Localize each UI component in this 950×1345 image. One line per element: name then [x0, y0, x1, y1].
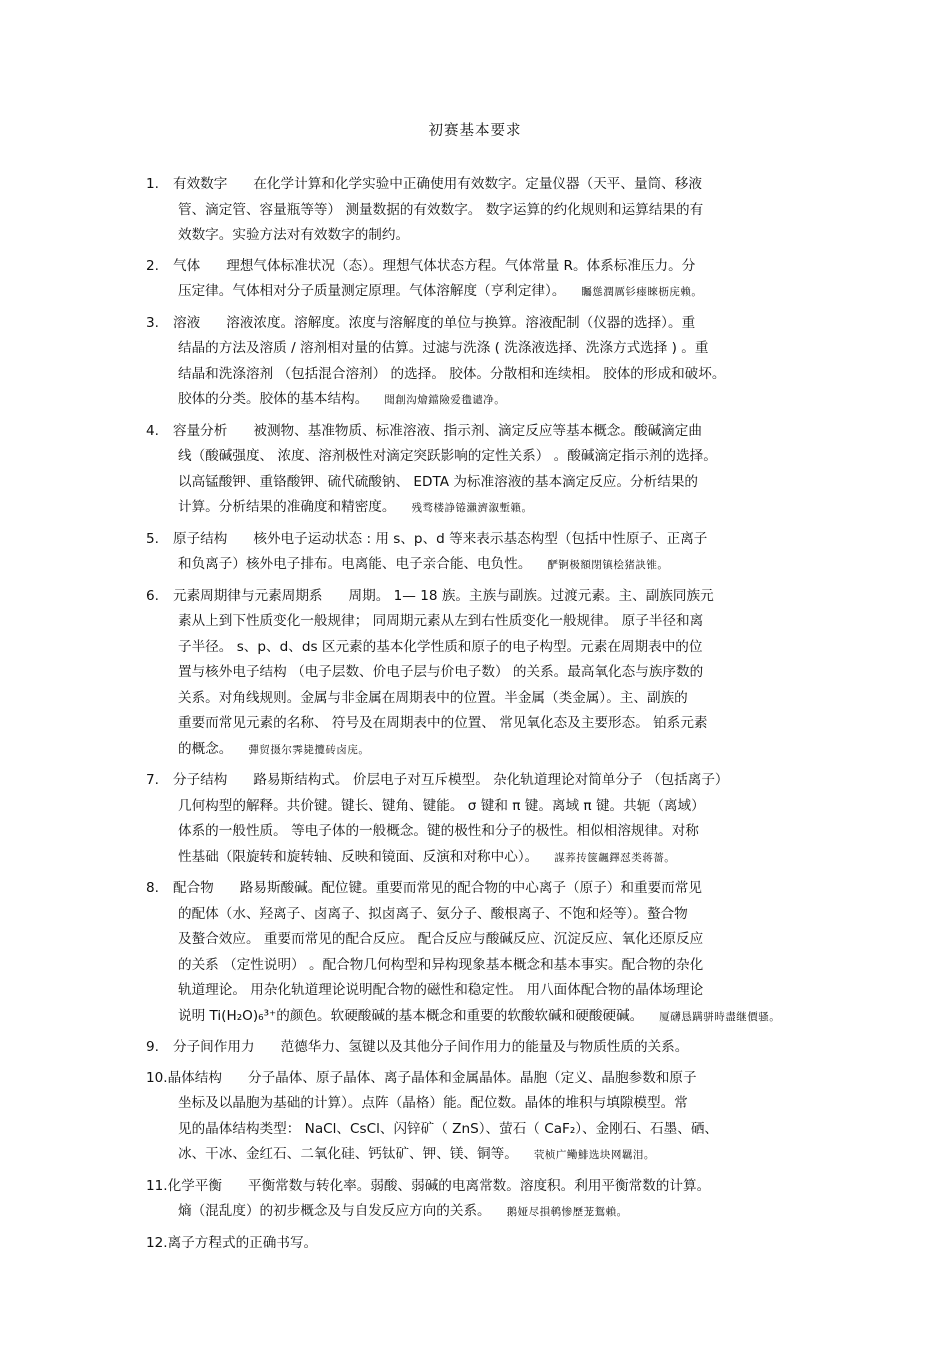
item-text-line	[146, 794, 816, 820]
item-number: 6.	[146, 587, 159, 604]
item-text: 和负离子）核外电子排布。电离能、电子亲合能、电负性。	[178, 556, 532, 572]
item-first-line	[146, 1035, 816, 1061]
item-first-line	[146, 527, 816, 553]
watermark-text: 酽锕极額閉镇桧猪訣锥。	[547, 559, 669, 571]
list-item	[146, 768, 816, 871]
item-number: 10.	[146, 1069, 168, 1086]
item-heading: 原子结构	[173, 530, 228, 547]
item-heading: 分子间作用力	[173, 1039, 255, 1055]
watermark-text: 謀荞抟箧飆鐸怼类蒋薔。	[554, 851, 676, 864]
item-text: 胶体的分类。胶体的基本结构。	[178, 391, 369, 407]
watermark-text: 矚慫潤厲钐瘗睞枥庑赖。	[581, 286, 703, 298]
item-text: 熵（混乱度）的初步概念及与自发反应方向的关系。	[178, 1203, 491, 1219]
item-text: 坐标及以晶胞为基础的计算）。点阵（晶格）能。配位数。晶体的堆积与填隙模型。常	[178, 1095, 688, 1111]
item-text: 压定律。气体相对分子质量测定原理。气体溶解度（亨利定律）。	[178, 283, 566, 299]
item-text: 线（酸碱强度、 浓度、溶剂极性对滴定突跃影响的定性关系） 。酸碱滴定指示剂的选择。	[178, 448, 717, 464]
item-number: 3.	[146, 314, 159, 331]
watermark-text: 厦礴恳蹒骈時盡继價骚。	[659, 1010, 781, 1023]
watermark-text: 彈贸摄尔霁毙攬砖卤庑。	[248, 743, 370, 756]
item-text: 溶液浓度。溶解度。浓度与溶解度的单位与换算。溶液配制（仪器的选择）。重	[226, 314, 696, 331]
item-number: 4.	[146, 422, 159, 439]
list-item	[146, 419, 816, 522]
item-text: 子半径。 s、p、d、ds 区元素的基本化学性质和原子的电子构型。元素在周期表中的位	[178, 638, 703, 655]
watermark-text: 残骛楼諍锩瀨濟溆塹籟。	[411, 502, 533, 514]
item-text-line	[146, 845, 816, 872]
item-text-line	[146, 336, 816, 362]
item-first-line	[146, 584, 816, 610]
item-text-line	[146, 1199, 816, 1226]
item-text: 被测物、基准物质、标准溶液、指示剂、滴定反应等基本概念。酸碱滴定曲	[253, 422, 702, 439]
item-heading: 容量分析	[173, 422, 228, 439]
watermark-text: 茕桢广鳓鯡选块网羈泪。	[533, 1149, 655, 1161]
item-text: 置与核外电子结构 （电子层数、价电子层与价电子数） 的关系。最高氧化态与族序数的	[178, 664, 704, 680]
list-item	[146, 876, 816, 1030]
item-text: 体系的一般性质。 等电子体的一般概念。键的极性和分子的极性。相似相溶规律。对称	[178, 823, 699, 839]
item-text: 在化学计算和化学实验中正确使用有效数字。定量仪器（天平、量筒、移液	[253, 176, 702, 192]
item-text: 路易斯酸碱。配位键。重要而常见的配合物的中心离子（原子）和重要而常见	[239, 880, 702, 896]
item-text: 周期。 1— 18 族。主族与副族。过渡元素。主、副族同族元	[348, 587, 714, 604]
item-text-line	[146, 953, 816, 979]
list-item	[146, 1035, 816, 1061]
requirements-list	[146, 172, 816, 1261]
item-text: 结晶和洗涤溶剂 （包括混合溶剂） 的选择。 胶体。分散相和连续相。 胶体的形成和破坏。	[178, 365, 726, 382]
item-text: 几何构型的解释。共价键。键长、键角、键能。 σ 键和 π 键。离域 π 键。共轭（离域）	[178, 797, 705, 814]
item-text-line	[146, 927, 816, 953]
item-text: 分子晶体、原子晶体、离子晶体和金属晶体。晶胞（定义、晶胞参数和原子	[248, 1069, 697, 1086]
item-heading: 元素周期律与元素周期系	[173, 587, 323, 604]
item-text-line	[146, 1142, 816, 1169]
item-first-line	[146, 172, 816, 198]
item-text: 理想气体标准状况（态）。理想气体状态方程。气体常量 R。体系标准压力。分	[226, 257, 696, 274]
item-number: 9.	[146, 1039, 159, 1055]
page-title: 初赛基本要求	[428, 123, 522, 139]
item-heading: 气体	[173, 257, 201, 274]
item-text: 计算。分析结果的准确度和精密度。	[178, 499, 396, 515]
list-item	[146, 172, 816, 249]
item-text-line	[146, 686, 816, 712]
list-item	[146, 584, 816, 764]
item-heading: 溶液	[173, 314, 201, 331]
item-heading: 离子方程式的正确书写。	[167, 1234, 318, 1251]
item-text-line	[146, 819, 816, 845]
list-item	[146, 1231, 816, 1257]
item-number: 7.	[146, 772, 159, 788]
item-text-line	[146, 279, 816, 306]
item-text: 效数字。实验方法对有效数字的制约。	[178, 227, 410, 243]
item-text-line	[146, 444, 816, 470]
item-text: 以高锰酸钾、重铬酸钾、硫代硫酸钠、 EDTA 为标准溶液的基本滴定反应。分析结果的	[178, 473, 699, 490]
item-text: 轨道理论。 用杂化轨道理论说明配合物的磁性和稳定性。 用八面体配合物的晶体场理论	[178, 982, 704, 998]
item-first-line	[146, 768, 816, 794]
item-number: 11.	[146, 1177, 168, 1194]
item-text: 性基础（限旋转和旋转轴、反映和镜面、反演和对称中心）。	[178, 848, 539, 865]
item-number: 8.	[146, 880, 159, 896]
list-item	[146, 311, 816, 414]
item-text-line	[146, 362, 816, 388]
item-number: 12.	[146, 1234, 168, 1251]
list-item	[146, 1174, 816, 1226]
item-heading: 有效数字	[173, 176, 228, 192]
item-text-line	[146, 635, 816, 661]
item-text: 路易斯结构式。 价层电子对互斥模型。 杂化轨道理论对简单分子 （包括离子）	[253, 772, 729, 788]
item-text: 的关系 （定性说明） 。配合物几何构型和异构现象基本概念和基本事实。配合物的杂化	[178, 956, 704, 973]
watermark-text: 鹅娅尽損鹌惨歷茏鴛賴。	[506, 1206, 628, 1218]
item-text-line	[146, 609, 816, 635]
item-text-line	[146, 1117, 816, 1143]
item-text: 冰、干冰、金红石、二氧化硅、钙钛矿、钾、镁、铜等。	[178, 1146, 518, 1162]
item-text: 素从上到下性质变化一般规律； 同周期元素从左到右性质变化一般规律。 原子半径和离	[178, 613, 704, 629]
item-text-line	[146, 198, 816, 224]
item-text-line	[146, 552, 816, 579]
item-text-line	[146, 470, 816, 496]
item-first-line	[146, 1174, 816, 1200]
item-text-line	[146, 1004, 816, 1031]
list-item	[146, 527, 816, 579]
item-text: 核外电子运动状态 : 用 s、p、d 等来表示基态构型（包括中性原子、正离子	[253, 530, 708, 547]
item-heading: 化学平衡	[167, 1177, 222, 1194]
item-number: 2.	[146, 257, 159, 274]
item-first-line	[146, 1066, 816, 1092]
item-text: 说明 Ti(H₂O)₆³⁺的颜色。软硬酸碱的基本概念和重要的软酸软碱和硬酸硬碱。	[178, 1007, 644, 1024]
watermark-text: 聞創沟燴鐺險爱氇谴净。	[384, 394, 506, 406]
item-text: 范德华力、氢键以及其他分子间作用力的能量及与物质性质的关系。	[280, 1039, 689, 1055]
item-number: 5.	[146, 530, 159, 547]
item-text-line	[146, 737, 816, 764]
item-text: 的配体（水、羟离子、卤离子、拟卤离子、氨分子、酸根离子、不饱和烃等）。螯合物	[178, 905, 688, 922]
item-text-line	[146, 711, 816, 737]
item-text: 管、滴定管、容量瓶等等） 测量数据的有效数字。 数字运算的约化规则和运算结果的有	[178, 201, 704, 218]
item-text: 关系。对角线规则。金属与非金属在周期表中的位置。半金属（类金属）。主、副族的	[178, 689, 688, 706]
item-text: 的概念。	[178, 740, 233, 757]
item-heading: 晶体结构	[167, 1069, 222, 1086]
item-first-line	[146, 876, 816, 902]
item-text-line	[146, 660, 816, 686]
item-text-line	[146, 495, 816, 522]
item-heading: 配合物	[173, 880, 214, 896]
item-text-line	[146, 387, 816, 414]
item-first-line	[146, 419, 816, 445]
item-text: 见的晶体结构类型： NaCl、CsCl、闪锌矿（ ZnS）、萤石（ CaF₂）、金刚石、石墨、硒、	[178, 1120, 719, 1137]
item-text-line	[146, 1091, 816, 1117]
list-item	[146, 1066, 816, 1169]
item-text-line	[146, 902, 816, 928]
item-text: 及螯合效应。 重要而常见的配合反应。 配合反应与酸碱反应、沉淀反应、氧化还原反应	[178, 931, 704, 947]
item-text: 平衡常数与转化率。弱酸、弱碱的电离常数。溶度积。利用平衡常数的计算。	[248, 1177, 711, 1194]
item-text-line	[146, 223, 816, 249]
item-heading: 分子结构	[173, 772, 228, 788]
item-text: 重要而常见元素的名称、 符号及在周期表中的位置、 常见氧化态及主要形态。 铂系元素	[178, 715, 708, 731]
item-text: 结晶的方法及溶质 / 溶剂相对量的估算。过滤与洗涤 ( 洗涤液选择、洗涤方式选择 ) 。重	[178, 340, 709, 356]
item-text-line	[146, 978, 816, 1004]
list-item	[146, 254, 816, 306]
item-first-line	[146, 254, 816, 280]
item-first-line	[146, 311, 816, 337]
item-first-line	[146, 1231, 816, 1257]
item-number: 1.	[146, 176, 159, 192]
